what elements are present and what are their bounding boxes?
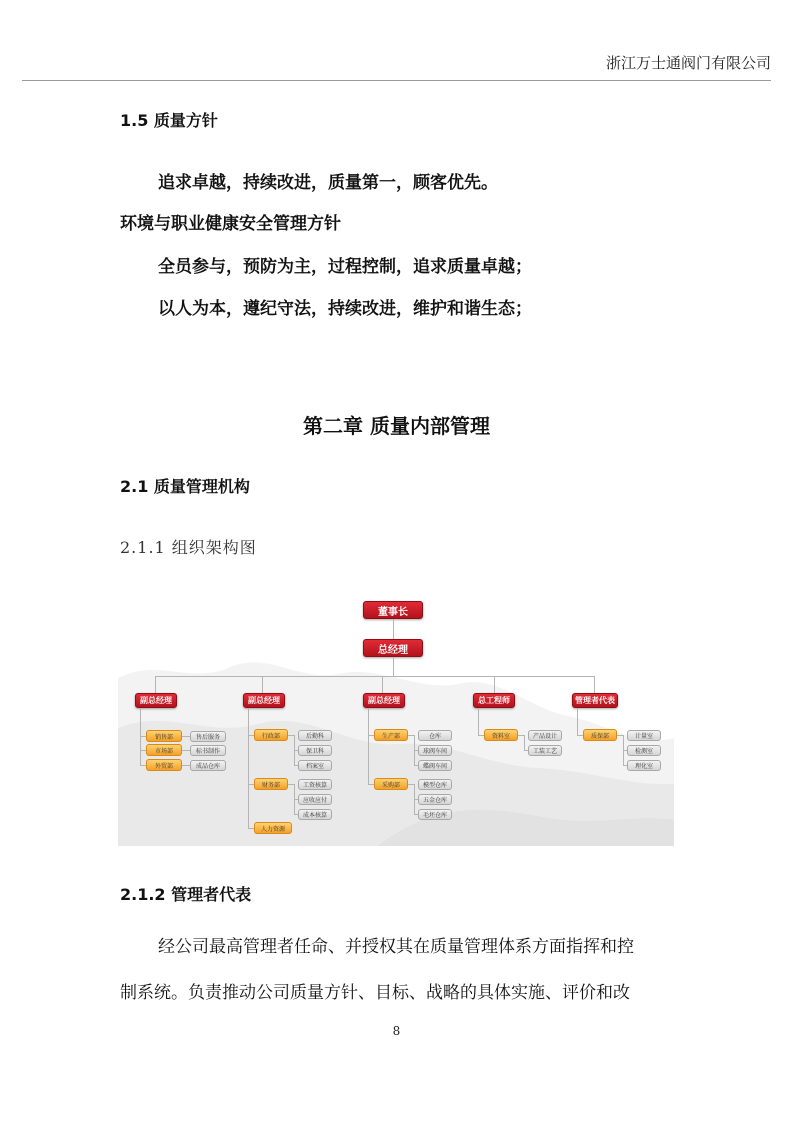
quality-policy-text: 追求卓越，持续改进，质量第一，顾客优先。 xyxy=(158,173,498,193)
vp-box: 副总经理 xyxy=(363,693,405,708)
page-number: 8 xyxy=(392,1024,401,1038)
dept-box: 行政部 xyxy=(254,729,288,741)
connector-line xyxy=(140,708,141,766)
dept-box: 财务部 xyxy=(254,778,288,790)
header-company-name: 浙江万士通阀门有限公司 xyxy=(605,54,771,72)
unit-box: 毛坯仓库 xyxy=(418,809,452,820)
connector-line xyxy=(262,676,263,693)
connector-line xyxy=(155,676,595,677)
dept-box: 质保部 xyxy=(583,729,617,741)
unit-box: 模型仓库 xyxy=(418,779,452,790)
org-chart xyxy=(118,588,674,846)
connector-line xyxy=(182,765,190,766)
dept-box: 销售部 xyxy=(146,730,182,742)
ink-mountain-background xyxy=(118,588,674,846)
chairman-box: 董事长 xyxy=(363,601,423,619)
general-manager-box: 总经理 xyxy=(363,639,423,657)
connector-line xyxy=(524,735,525,750)
unit-box: 产品设计 xyxy=(528,730,562,741)
section-1-5-heading: 1.5 质量方针 xyxy=(120,111,218,130)
section-2-1-2-heading: 2.1.2 管理者代表 xyxy=(120,885,252,904)
vp-box: 副总经理 xyxy=(135,693,177,708)
unit-box: 检测室 xyxy=(627,745,661,756)
paragraph-line-1: 经公司最高管理者任命、并授权其在质量管理体系方面指挥和控 xyxy=(158,937,634,957)
connector-line xyxy=(182,736,190,737)
unit-box: 应收应付 xyxy=(298,794,332,805)
connector-line xyxy=(368,708,369,784)
vp-box: 副总经理 xyxy=(243,693,285,708)
chapter-2-title: 第二章 质量内部管理 xyxy=(303,414,490,438)
connector-line xyxy=(155,676,156,693)
dept-box: 外贸部 xyxy=(146,759,182,771)
unit-box: 理化室 xyxy=(627,760,661,771)
unit-box: 蝶阀车间 xyxy=(418,760,452,771)
dept-box: 采购部 xyxy=(374,778,408,790)
connector-line xyxy=(393,657,394,676)
section-2-1-1-heading: 2.1.1 组织架构图 xyxy=(120,538,257,557)
unit-box: 成品仓库 xyxy=(190,760,226,771)
unit-box: 计量室 xyxy=(627,730,661,741)
dept-box: 市场部 xyxy=(146,744,182,756)
env-policy-line-1: 全员参与，预防为主，过程控制，追求质量卓越； xyxy=(158,257,532,277)
unit-box: 标书制作 xyxy=(190,745,226,756)
connector-line xyxy=(382,676,383,693)
connector-line xyxy=(478,708,479,735)
unit-box: 工装工艺 xyxy=(528,745,562,756)
connector-line xyxy=(248,708,249,828)
unit-box: 档案室 xyxy=(298,760,332,771)
connector-line xyxy=(393,619,394,639)
dept-box: 生产部 xyxy=(374,729,408,741)
unit-box: 保卫科 xyxy=(298,745,332,756)
unit-box: 成本核算 xyxy=(298,809,332,820)
unit-box: 球阀车间 xyxy=(418,745,452,756)
connector-line xyxy=(494,676,495,693)
header-divider xyxy=(22,80,771,81)
unit-box: 五金仓库 xyxy=(418,794,452,805)
unit-box: 售后服务 xyxy=(190,731,226,742)
unit-box: 后勤科 xyxy=(298,730,332,741)
connector-line xyxy=(577,708,578,735)
paragraph-line-2: 制系统。负责推动公司质量方针、目标、战略的具体实施、评价和改 xyxy=(120,983,630,1003)
env-policy-line-2: 以人为本，遵纪守法，持续改进，维护和谐生态； xyxy=(158,299,532,319)
env-policy-heading: 环境与职业健康安全管理方针 xyxy=(120,214,341,234)
chief-engineer-box: 总工程师 xyxy=(473,693,515,708)
dept-box: 资料室 xyxy=(484,729,518,741)
dept-box: 人力资源 xyxy=(254,822,292,834)
management-representative-box: 管理者代表 xyxy=(572,693,618,708)
connector-line xyxy=(182,750,190,751)
unit-box: 工资核算 xyxy=(298,779,332,790)
unit-box: 仓库 xyxy=(418,730,452,741)
section-2-1-heading: 2.1 质量管理机构 xyxy=(120,477,250,496)
connector-line xyxy=(594,676,595,693)
